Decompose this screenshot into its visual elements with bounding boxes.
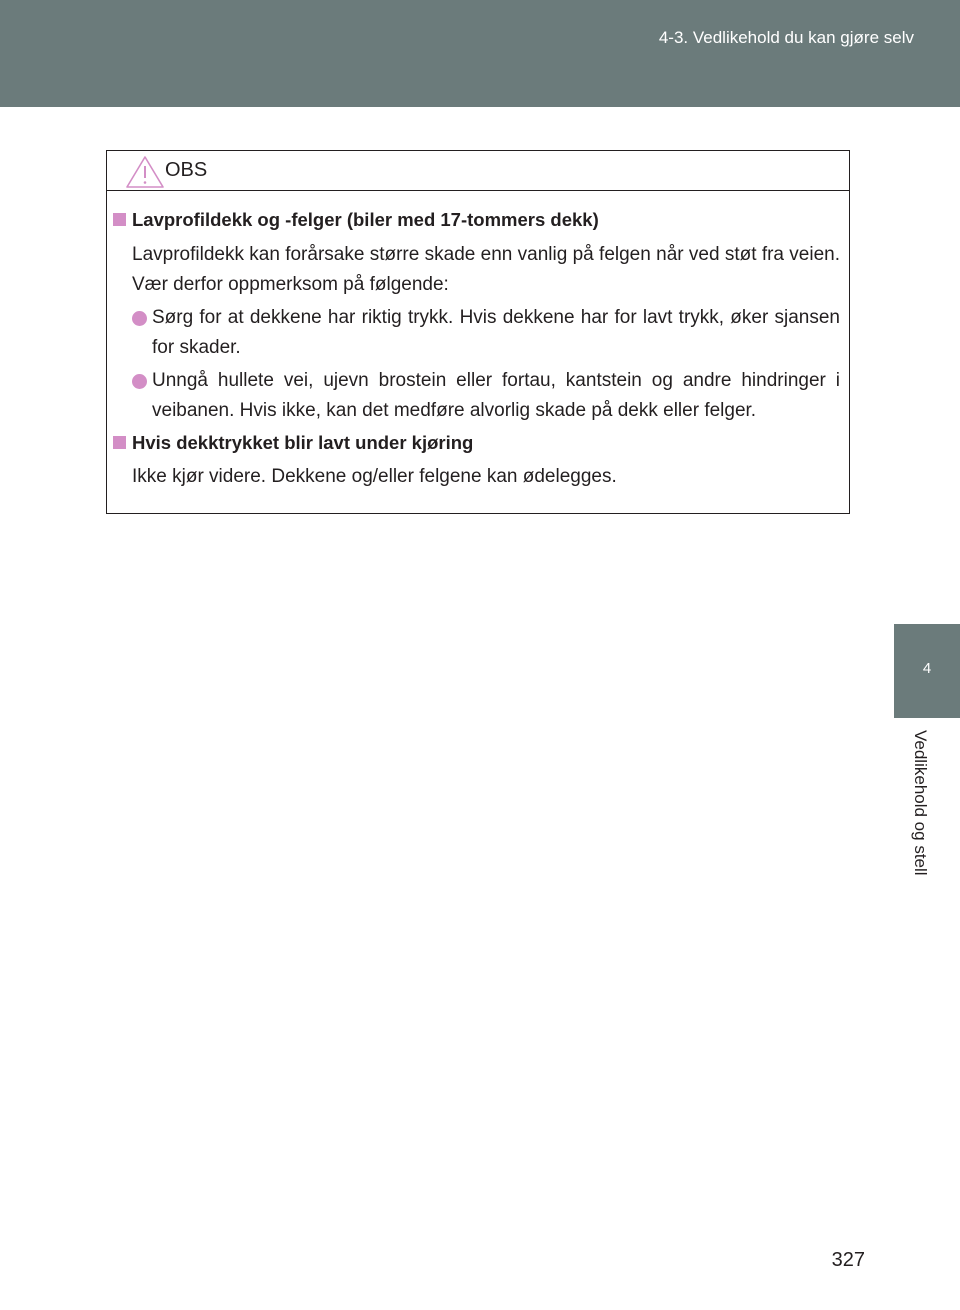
list-item: Sørg for at dekkene har riktig trykk. Hvis dekkene har for lavt trykk, øker sjansen for skader. bbox=[132, 303, 840, 363]
chapter-tab bbox=[894, 624, 960, 718]
chapter-label: Vedlikehold og stell bbox=[911, 730, 930, 876]
caution-box bbox=[106, 150, 850, 514]
caution-title: OBS bbox=[165, 159, 208, 181]
circle-bullet-icon bbox=[132, 311, 147, 326]
list-item: Unngå hullete vei, ujevn brostein eller fortau, kantstein og andre hindringer i veibanen. Hvis ikke, kan det medføre alvorlig skade på dekk eller felger. bbox=[132, 366, 840, 426]
section-title: 4-3. Vedlikehold du kan gjøre selv bbox=[658, 28, 914, 47]
section-paragraph: Ikke kjør videre. Dekkene og/eller felgene kan ødelegges. bbox=[132, 466, 617, 487]
header-bar bbox=[0, 0, 960, 107]
square-bullet-icon bbox=[113, 436, 126, 449]
page-number: 327 bbox=[831, 1249, 865, 1271]
chapter-number: 4 bbox=[922, 660, 932, 677]
caution-header bbox=[107, 151, 849, 191]
section-heading: Hvis dekktrykket blir lavt under kjøring bbox=[113, 432, 473, 454]
section-paragraph: Lavprofildekk kan forårsake større skade enn vanlig på felgen når ved støt fra veien. Vær derfor oppmerksom på følgende: bbox=[132, 244, 840, 295]
warning-triangle-icon bbox=[125, 155, 165, 189]
square-bullet-icon bbox=[113, 213, 126, 226]
circle-bullet-icon bbox=[132, 374, 147, 389]
section-heading: Lavprofildekk og -felger (biler med 17-tommers dekk) bbox=[113, 209, 599, 231]
